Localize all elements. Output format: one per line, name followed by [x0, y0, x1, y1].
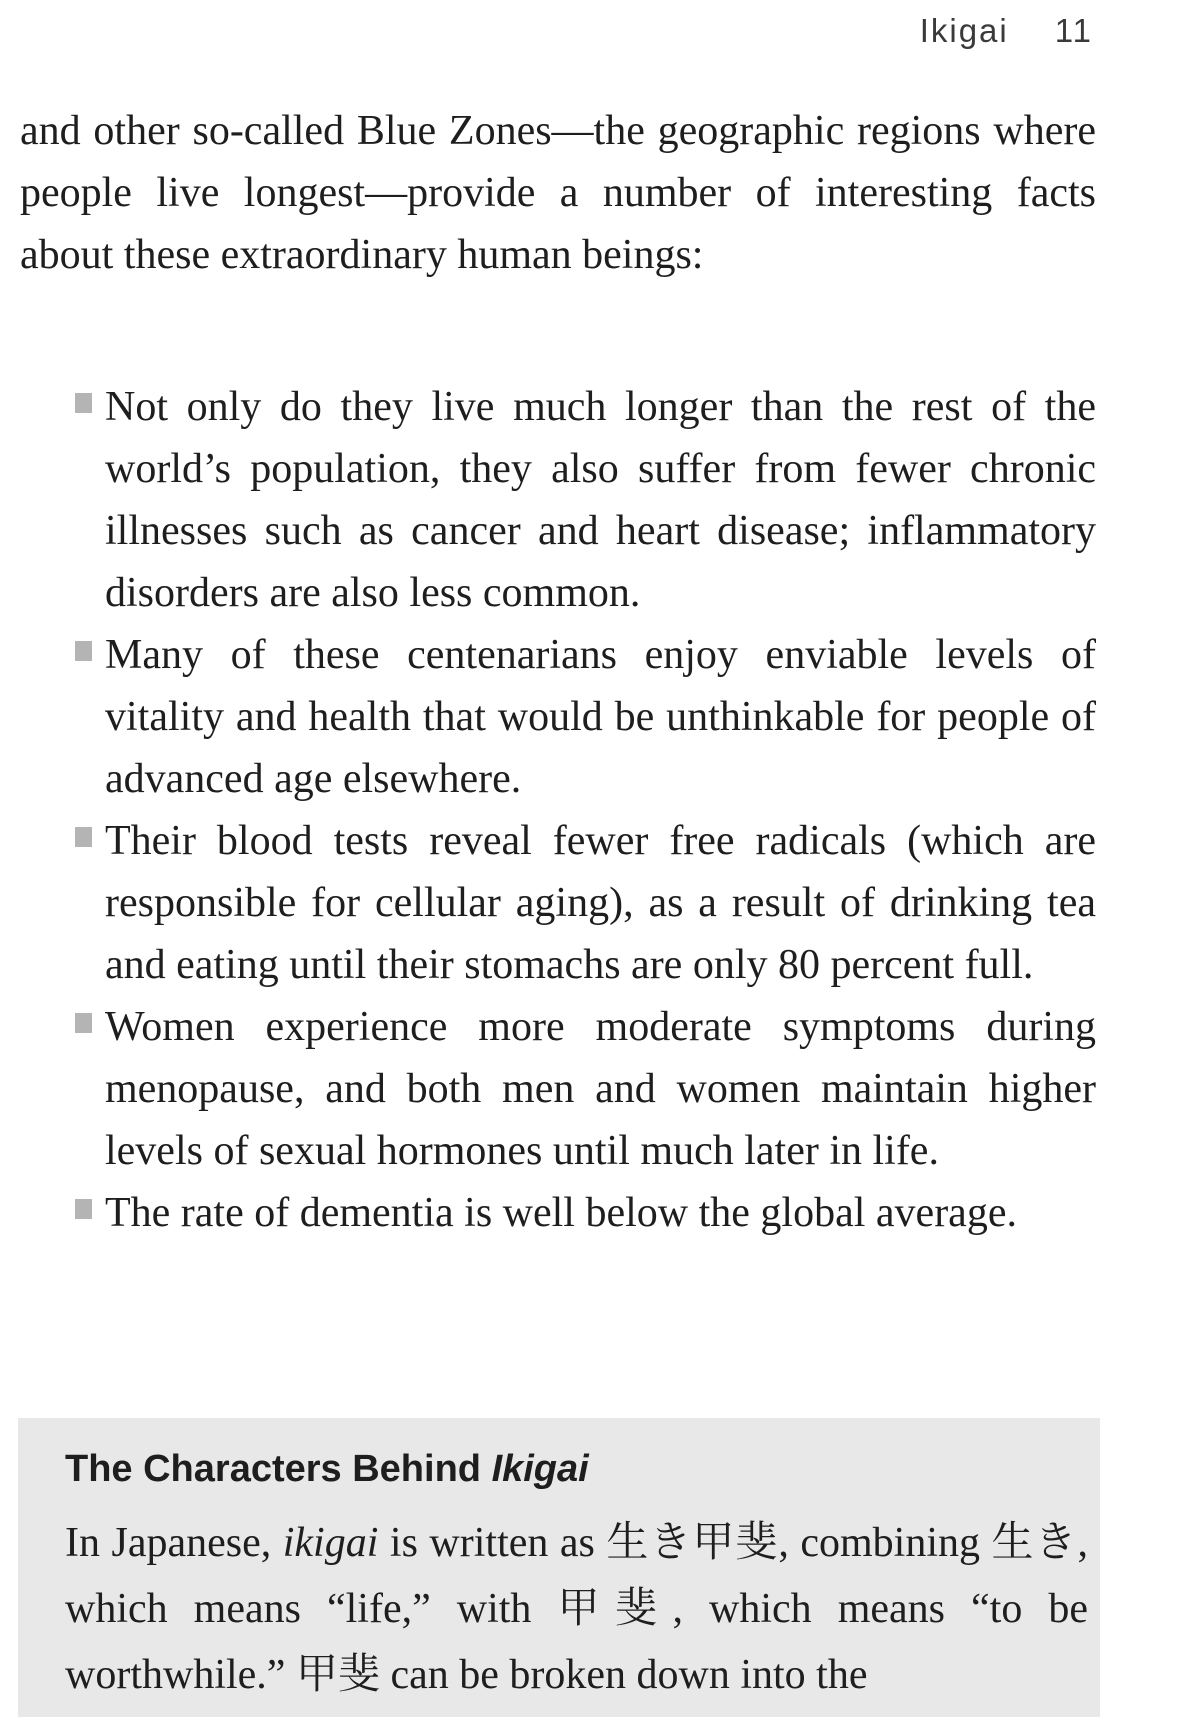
book-title-label: Ikigai — [919, 12, 1009, 49]
fact-item — [20, 996, 1096, 1182]
fact-item — [20, 376, 1096, 624]
info-box-body-italic: ikigai — [282, 1520, 379, 1566]
bullet-square-icon — [75, 393, 92, 413]
bullet-square-icon — [75, 1013, 92, 1033]
intro-paragraph: and other so-called Blue Zones—the geographic regions where people live longest—provide a number of interesting facts about these extraordinary human beings: — [20, 108, 1096, 278]
text-column — [20, 100, 1096, 1244]
info-box-body — [65, 1510, 1088, 1708]
bullet-square-icon — [75, 1199, 92, 1219]
fact-item — [20, 810, 1096, 996]
facts-list — [20, 376, 1096, 1244]
bullet-square-icon — [75, 641, 92, 661]
bullet-square-icon — [75, 827, 92, 847]
running-header — [920, 12, 1093, 50]
fact-item — [20, 624, 1096, 810]
info-box-title-italic: Ikigai — [491, 1448, 589, 1490]
info-box-body-pre: In Japanese, — [65, 1520, 283, 1566]
fact-text: Many of these centenarians enjoy enviable levels of vitality and health that would be unthinkable for people of advanced age elsewhere. — [105, 632, 1096, 802]
fact-text: Their blood tests reveal fewer free radicals (which are responsible for cellular aging), as a result of drinking tea and eating until their stomachs are only 80 percent full. — [105, 818, 1096, 988]
fact-text: Not only do they live much longer than the rest of the world’s population, they also suffer from fewer chronic illnesses such as cancer and heart disease; inflammatory disorders are also less common. — [105, 384, 1096, 616]
info-box-title-text: The Characters Behind — [65, 1448, 492, 1490]
info-box-title — [65, 1444, 1088, 1494]
page-number: 11 — [1054, 12, 1093, 49]
fact-text: Women experience more moderate symptoms during menopause, and both men and women maintain higher levels of sexual hormones until much later in life. — [105, 1004, 1096, 1174]
characters-info-box — [18, 1418, 1100, 1717]
fact-item — [20, 1182, 1096, 1244]
fact-text: The rate of dementia is well below the global average. — [105, 1190, 1017, 1236]
info-box-body-post: is written as 生き甲斐, combining 生き, which means “life,” with 甲斐, which means “to be worthwhile.” 甲斐 can be broken down into the — [65, 1520, 1088, 1698]
